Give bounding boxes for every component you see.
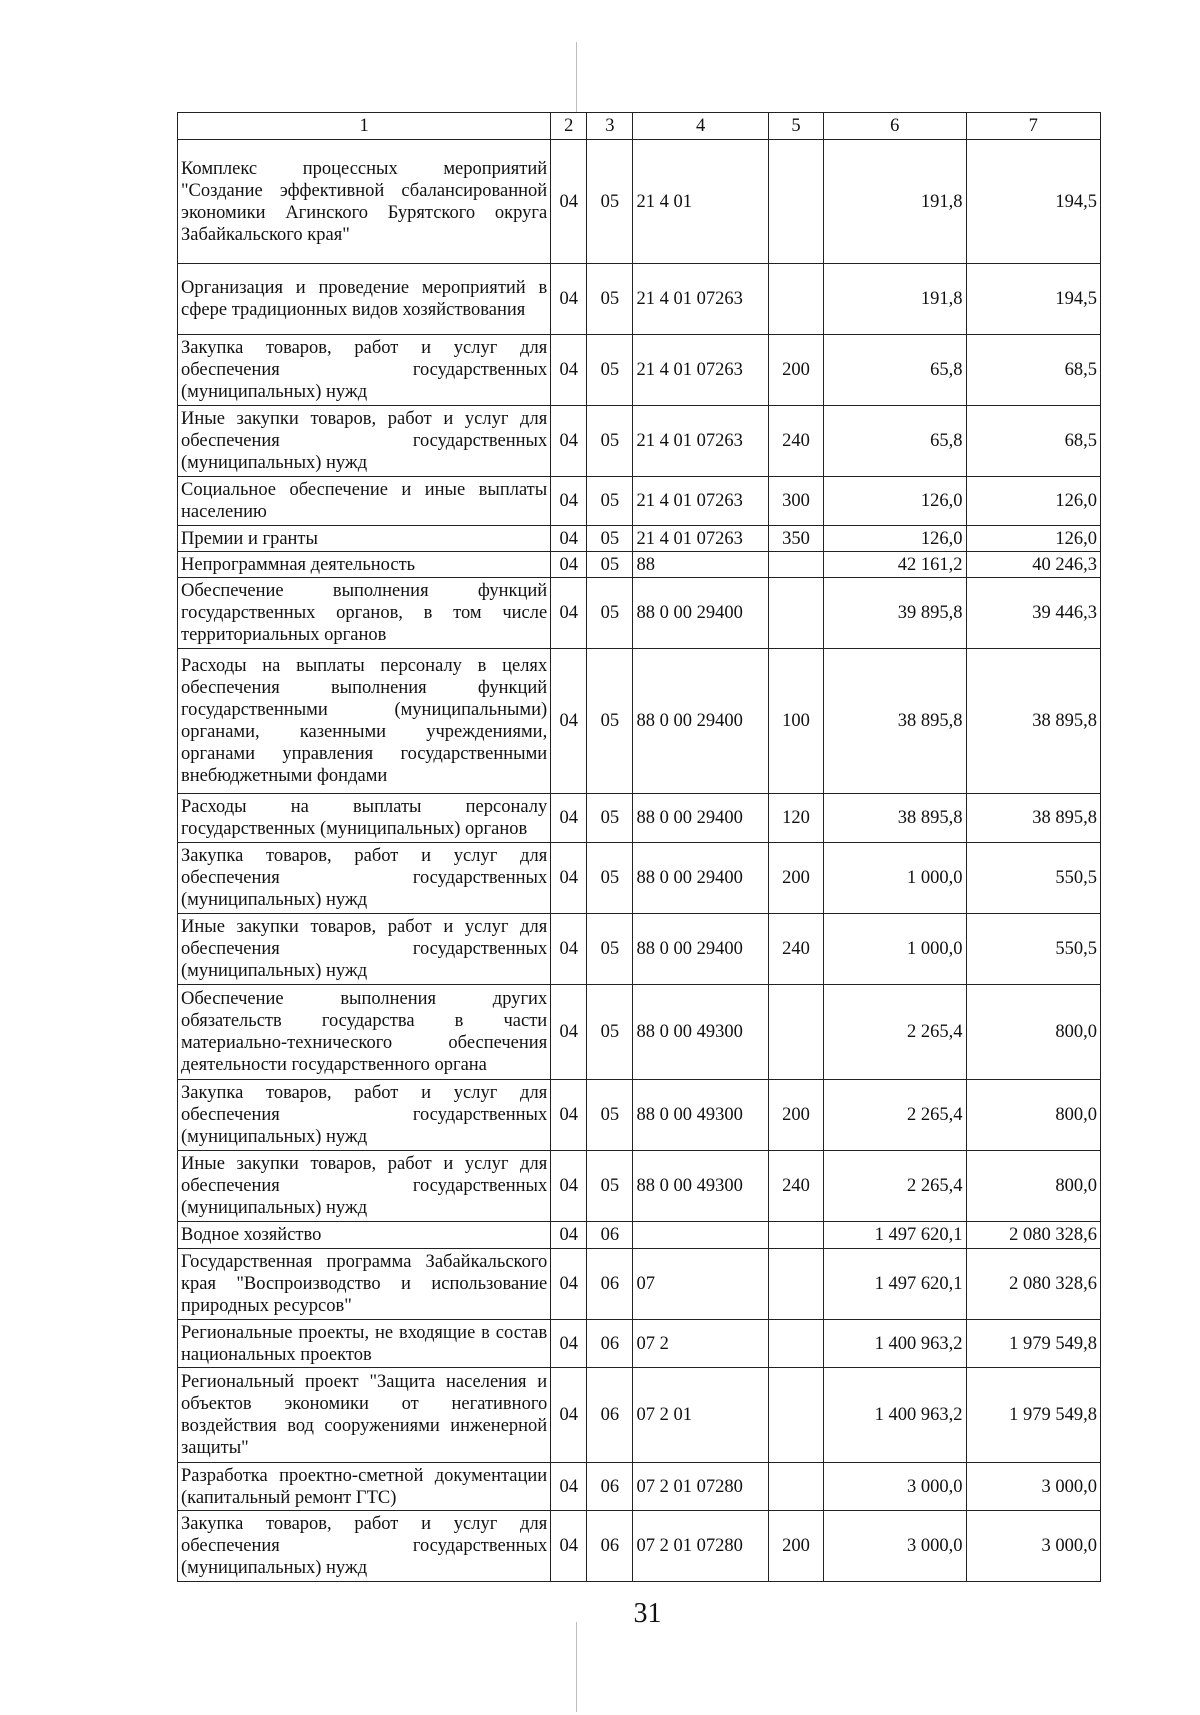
row-target-code: 88 0 00 29400	[633, 794, 768, 843]
row-expense-type	[768, 578, 823, 649]
row-expense-type: 350	[768, 526, 823, 552]
row-section: 04	[551, 649, 587, 794]
row-target-code: 21 4 01 07263	[633, 526, 768, 552]
row-expense-type: 200	[768, 1511, 823, 1582]
header-cell: 6	[824, 113, 966, 140]
row-name: Закупка товаров, работ и услуг для обеспечения государственных (муниципальных) нужд	[178, 1511, 551, 1582]
row-expense-type: 240	[768, 914, 823, 985]
row-amount-col7: 550,5	[966, 914, 1100, 985]
row-amount-col7: 194,5	[966, 140, 1100, 264]
row-target-code: 21 4 01	[633, 140, 768, 264]
row-amount-col7: 68,5	[966, 406, 1100, 477]
row-name: Иные закупки товаров, работ и услуг для обеспечения государственных (муниципальных) нужд	[178, 1151, 551, 1222]
header-cell: 4	[633, 113, 768, 140]
row-amount-col6: 1 400 963,2	[824, 1368, 966, 1463]
row-amount-col6: 38 895,8	[824, 794, 966, 843]
row-amount-col6: 1 497 620,1	[824, 1222, 966, 1249]
row-target-code: 88 0 00 49300	[633, 985, 768, 1080]
row-subsection: 05	[587, 477, 633, 526]
row-target-code	[633, 1222, 768, 1249]
row-expense-type	[768, 1249, 823, 1320]
row-target-code: 07	[633, 1249, 768, 1320]
row-section: 04	[551, 335, 587, 406]
table-row	[178, 1511, 1101, 1582]
table-row	[178, 843, 1101, 914]
row-expense-type	[768, 1222, 823, 1249]
row-subsection: 06	[587, 1511, 633, 1582]
row-subsection: 05	[587, 843, 633, 914]
row-subsection: 05	[587, 914, 633, 985]
row-amount-col7: 3 000,0	[966, 1463, 1100, 1511]
row-amount-col7: 40 246,3	[966, 552, 1100, 578]
header-cell: 5	[768, 113, 823, 140]
row-amount-col6: 1 497 620,1	[824, 1249, 966, 1320]
table-row	[178, 578, 1101, 649]
row-amount-col6: 191,8	[824, 264, 966, 335]
row-amount-col6: 191,8	[824, 140, 966, 264]
row-section: 04	[551, 985, 587, 1080]
row-name: Расходы на выплаты персоналу в целях обеспечения выполнения функций государственными (муниципальными) органами, казенными учреждениями, органами управления государственными внебюджетными фондами	[178, 649, 551, 794]
row-amount-col7: 1 979 549,8	[966, 1368, 1100, 1463]
row-name: Закупка товаров, работ и услуг для обеспечения государственных (муниципальных) нужд	[178, 843, 551, 914]
header-cell: 2	[551, 113, 587, 140]
row-section: 04	[551, 552, 587, 578]
row-section: 04	[551, 578, 587, 649]
row-amount-col7: 38 895,8	[966, 794, 1100, 843]
row-section: 04	[551, 794, 587, 843]
row-target-code: 88 0 00 49300	[633, 1151, 768, 1222]
row-amount-col6: 1 000,0	[824, 914, 966, 985]
table-row	[178, 1463, 1101, 1511]
row-subsection: 05	[587, 794, 633, 843]
row-expense-type	[768, 985, 823, 1080]
row-section: 04	[551, 264, 587, 335]
row-amount-col7: 68,5	[966, 335, 1100, 406]
table-header-row	[178, 113, 1101, 140]
row-amount-col7: 39 446,3	[966, 578, 1100, 649]
row-amount-col7: 126,0	[966, 526, 1100, 552]
row-subsection: 05	[587, 526, 633, 552]
budget-table	[177, 112, 1101, 1582]
row-section: 04	[551, 843, 587, 914]
row-target-code: 21 4 01 07263	[633, 477, 768, 526]
row-amount-col6: 38 895,8	[824, 649, 966, 794]
table-row	[178, 1249, 1101, 1320]
row-amount-col6: 3 000,0	[824, 1463, 966, 1511]
row-expense-type: 300	[768, 477, 823, 526]
row-name: Иные закупки товаров, работ и услуг для обеспечения государственных (муниципальных) нужд	[178, 406, 551, 477]
row-subsection: 05	[587, 335, 633, 406]
row-expense-type: 120	[768, 794, 823, 843]
row-amount-col6: 39 895,8	[824, 578, 966, 649]
row-subsection: 06	[587, 1249, 633, 1320]
row-amount-col7: 194,5	[966, 264, 1100, 335]
row-section: 04	[551, 1320, 587, 1368]
row-amount-col7: 1 979 549,8	[966, 1320, 1100, 1368]
row-section: 04	[551, 477, 587, 526]
table-row	[178, 264, 1101, 335]
row-section: 04	[551, 406, 587, 477]
table-row	[178, 335, 1101, 406]
row-amount-col7: 2 080 328,6	[966, 1222, 1100, 1249]
row-target-code: 88 0 00 49300	[633, 1080, 768, 1151]
row-name: Иные закупки товаров, работ и услуг для обеспечения государственных (муниципальных) нужд	[178, 914, 551, 985]
row-subsection: 06	[587, 1368, 633, 1463]
row-expense-type: 200	[768, 1080, 823, 1151]
row-amount-col6: 42 161,2	[824, 552, 966, 578]
row-amount-col6: 2 265,4	[824, 1080, 966, 1151]
table-row	[178, 552, 1101, 578]
table-row	[178, 526, 1101, 552]
row-expense-type: 200	[768, 843, 823, 914]
row-name: Премии и гранты	[178, 526, 551, 552]
row-expense-type	[768, 552, 823, 578]
row-subsection: 06	[587, 1463, 633, 1511]
row-amount-col6: 1 000,0	[824, 843, 966, 914]
row-name: Закупка товаров, работ и услуг для обеспечения государственных (муниципальных) нужд	[178, 335, 551, 406]
row-expense-type: 240	[768, 406, 823, 477]
row-amount-col6: 3 000,0	[824, 1511, 966, 1582]
row-section: 04	[551, 1080, 587, 1151]
row-amount-col6: 1 400 963,2	[824, 1320, 966, 1368]
row-name: Непрограммная деятельность	[178, 552, 551, 578]
page-number: 31	[633, 1598, 662, 1629]
row-expense-type	[768, 1368, 823, 1463]
row-name: Региональные проекты, не входящие в состав национальных проектов	[178, 1320, 551, 1368]
row-subsection: 05	[587, 264, 633, 335]
row-target-code: 88 0 00 29400	[633, 843, 768, 914]
row-expense-type: 200	[768, 335, 823, 406]
row-section: 04	[551, 1511, 587, 1582]
row-amount-col7: 550,5	[966, 843, 1100, 914]
row-target-code: 88 0 00 29400	[633, 649, 768, 794]
table-row	[178, 985, 1101, 1080]
row-amount-col7: 800,0	[966, 1151, 1100, 1222]
row-amount-col6: 126,0	[824, 477, 966, 526]
table-row	[178, 1222, 1101, 1249]
row-subsection: 05	[587, 406, 633, 477]
row-expense-type	[768, 140, 823, 264]
row-name: Организация и проведение мероприятий в сфере традиционных видов хозяйствования	[178, 264, 551, 335]
page-fold-line-top	[576, 42, 577, 112]
table-row	[178, 1080, 1101, 1151]
row-target-code: 21 4 01 07263	[633, 406, 768, 477]
table-row	[178, 1320, 1101, 1368]
row-target-code: 07 2 01	[633, 1368, 768, 1463]
table-row	[178, 406, 1101, 477]
row-name: Разработка проектно-сметной документации (капитальный ремонт ГТС)	[178, 1463, 551, 1511]
row-subsection: 05	[587, 1080, 633, 1151]
row-target-code: 88 0 00 29400	[633, 914, 768, 985]
header-cell: 1	[178, 113, 551, 140]
row-name: Водное хозяйство	[178, 1222, 551, 1249]
row-subsection: 05	[587, 1151, 633, 1222]
row-name: Обеспечение выполнения других обязательств государства в части материально-технического обеспечения деятельности государственного органа	[178, 985, 551, 1080]
row-amount-col6: 2 265,4	[824, 1151, 966, 1222]
row-subsection: 05	[587, 552, 633, 578]
row-amount-col7: 3 000,0	[966, 1511, 1100, 1582]
table-row	[178, 1368, 1101, 1463]
row-section: 04	[551, 914, 587, 985]
page-fold-line-bottom	[576, 1622, 577, 1712]
row-target-code: 88	[633, 552, 768, 578]
header-cell: 7	[966, 113, 1100, 140]
header-cell: 3	[587, 113, 633, 140]
row-amount-col6: 2 265,4	[824, 985, 966, 1080]
row-name: Комплекс процессных мероприятий "Создание эффективной сбалансированной экономики Агинского Бурятского округа Забайкальского края"	[178, 140, 551, 264]
row-subsection: 05	[587, 140, 633, 264]
row-target-code: 07 2	[633, 1320, 768, 1368]
row-name: Социальное обеспечение и иные выплаты населению	[178, 477, 551, 526]
row-name: Закупка товаров, работ и услуг для обеспечения государственных (муниципальных) нужд	[178, 1080, 551, 1151]
row-subsection: 05	[587, 985, 633, 1080]
row-subsection: 05	[587, 578, 633, 649]
row-section: 04	[551, 140, 587, 264]
row-target-code: 21 4 01 07263	[633, 335, 768, 406]
row-expense-type: 100	[768, 649, 823, 794]
row-section: 04	[551, 1151, 587, 1222]
row-expense-type	[768, 264, 823, 335]
table-row	[178, 794, 1101, 843]
row-target-code: 88 0 00 29400	[633, 578, 768, 649]
table-row	[178, 914, 1101, 985]
row-target-code: 21 4 01 07263	[633, 264, 768, 335]
row-section: 04	[551, 526, 587, 552]
row-name: Расходы на выплаты персоналу государственных (муниципальных) органов	[178, 794, 551, 843]
row-amount-col7: 38 895,8	[966, 649, 1100, 794]
row-amount-col7: 126,0	[966, 477, 1100, 526]
row-amount-col7: 800,0	[966, 1080, 1100, 1151]
row-target-code: 07 2 01 07280	[633, 1511, 768, 1582]
row-amount-col6: 65,8	[824, 335, 966, 406]
row-expense-type	[768, 1320, 823, 1368]
row-target-code: 07 2 01 07280	[633, 1463, 768, 1511]
row-amount-col6: 126,0	[824, 526, 966, 552]
row-section: 04	[551, 1368, 587, 1463]
row-amount-col6: 65,8	[824, 406, 966, 477]
row-section: 04	[551, 1463, 587, 1511]
row-name: Обеспечение выполнения функций государственных органов, в том числе территориальных органов	[178, 578, 551, 649]
row-expense-type: 240	[768, 1151, 823, 1222]
table-row	[178, 477, 1101, 526]
row-subsection: 06	[587, 1222, 633, 1249]
table-row	[178, 649, 1101, 794]
row-name: Региональный проект "Защита населения и объектов экономики от негативного воздействия вод сооружениями инженерной защиты"	[178, 1368, 551, 1463]
row-subsection: 06	[587, 1320, 633, 1368]
row-expense-type	[768, 1463, 823, 1511]
row-amount-col7: 800,0	[966, 985, 1100, 1080]
row-name: Государственная программа Забайкальского края "Воспроизводство и использование природных ресурсов"	[178, 1249, 551, 1320]
table-row	[178, 1151, 1101, 1222]
row-subsection: 05	[587, 649, 633, 794]
table-row	[178, 140, 1101, 264]
row-section: 04	[551, 1222, 587, 1249]
row-section: 04	[551, 1249, 587, 1320]
row-amount-col7: 2 080 328,6	[966, 1249, 1100, 1320]
